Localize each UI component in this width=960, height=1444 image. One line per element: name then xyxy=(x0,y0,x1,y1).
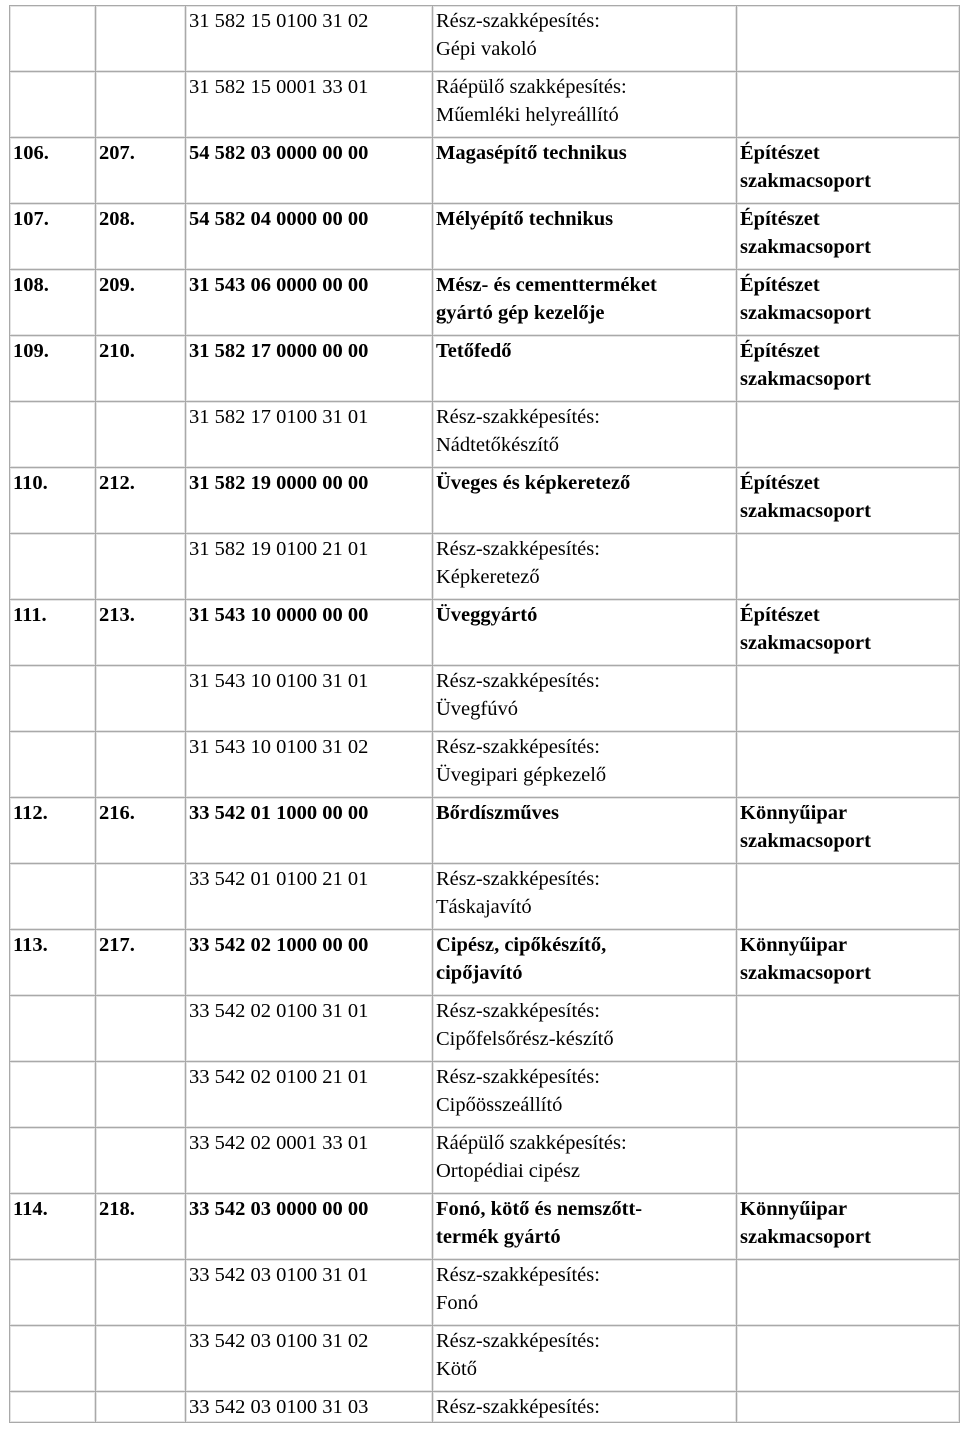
register-number-cell xyxy=(96,534,186,600)
qualification-name-cell: Mélyépítő technikus xyxy=(433,204,737,270)
professional-group-cell: Építészet szakmacsoport xyxy=(737,468,960,534)
register-number-cell: 217. xyxy=(96,930,186,996)
okj-code-cell: 33 542 03 0100 31 01 xyxy=(186,1260,433,1326)
sub-qualification-row xyxy=(10,1260,960,1326)
professional-group-cell xyxy=(737,1260,960,1326)
register-number-cell xyxy=(96,1062,186,1128)
okj-code-cell: 31 543 10 0100 31 02 xyxy=(186,732,433,798)
register-number-cell xyxy=(96,1260,186,1326)
sub-qualification-row xyxy=(10,6,960,72)
register-number-cell: 212. xyxy=(96,468,186,534)
register-number-cell: 207. xyxy=(96,138,186,204)
sub-qualification-row xyxy=(10,864,960,930)
okj-code-cell: 33 542 02 0100 21 01 xyxy=(186,1062,433,1128)
professional-group-cell xyxy=(737,666,960,732)
register-number-cell: 216. xyxy=(96,798,186,864)
sub-qualification-row xyxy=(10,1392,960,1423)
professional-group-cell xyxy=(737,72,960,138)
professional-group-cell: Könnyűipar szakmacsoport xyxy=(737,930,960,996)
register-number-cell xyxy=(96,1128,186,1194)
sub-qualification-row xyxy=(10,1062,960,1128)
professional-group-cell: Építészet szakmacsoport xyxy=(737,270,960,336)
row-number-cell: 109. xyxy=(10,336,96,402)
qualification-row xyxy=(10,600,960,666)
qualification-name-cell: Ráépülő szakképesítés: Ortopédiai cipész xyxy=(433,1128,737,1194)
okj-code-cell: 33 542 02 0001 33 01 xyxy=(186,1128,433,1194)
register-number-cell: 213. xyxy=(96,600,186,666)
qualification-name-cell: Fonó, kötő és nemszőtt- termék gyártó xyxy=(433,1194,737,1260)
sub-qualification-row xyxy=(10,1326,960,1392)
register-number-cell xyxy=(96,732,186,798)
row-number-cell xyxy=(10,1326,96,1392)
sub-qualification-row xyxy=(10,534,960,600)
professional-group-cell xyxy=(737,996,960,1062)
okj-code-cell: 33 542 03 0100 31 02 xyxy=(186,1326,433,1392)
row-number-cell xyxy=(10,402,96,468)
row-number-cell xyxy=(10,1392,96,1423)
row-number-cell: 111. xyxy=(10,600,96,666)
professional-group-cell: Építészet szakmacsoport xyxy=(737,204,960,270)
qualification-name-cell: Rész-szakképesítés: xyxy=(433,1392,737,1423)
okj-code-cell: 54 582 04 0000 00 00 xyxy=(186,204,433,270)
register-number-cell xyxy=(96,6,186,72)
sub-qualification-row xyxy=(10,1128,960,1194)
okj-code-cell: 31 582 17 0000 00 00 xyxy=(186,336,433,402)
row-number-cell: 108. xyxy=(10,270,96,336)
qualification-name-cell: Rész-szakképesítés: Üvegipari gépkezelő xyxy=(433,732,737,798)
row-number-cell xyxy=(10,996,96,1062)
qualification-name-cell: Magasépítő technikus xyxy=(433,138,737,204)
professional-group-cell: Könnyűipar szakmacsoport xyxy=(737,1194,960,1260)
professional-group-cell xyxy=(737,732,960,798)
qualification-name-cell: Rész-szakképesítés: Kötő xyxy=(433,1326,737,1392)
qualification-name-cell: Rész-szakképesítés: Gépi vakoló xyxy=(433,6,737,72)
row-number-cell: 113. xyxy=(10,930,96,996)
row-number-cell: 110. xyxy=(10,468,96,534)
okj-code-cell: 31 582 19 0100 21 01 xyxy=(186,534,433,600)
register-number-cell xyxy=(96,864,186,930)
qualification-name-cell: Rész-szakképesítés: Fonó xyxy=(433,1260,737,1326)
sub-qualification-row xyxy=(10,402,960,468)
qualification-row xyxy=(10,798,960,864)
okj-code-cell: 31 582 15 0001 33 01 xyxy=(186,72,433,138)
qualification-name-cell: Üveggyártó xyxy=(433,600,737,666)
row-number-cell: 114. xyxy=(10,1194,96,1260)
register-number-cell xyxy=(96,402,186,468)
register-number-cell: 208. xyxy=(96,204,186,270)
row-number-cell xyxy=(10,732,96,798)
row-number-cell xyxy=(10,666,96,732)
qualification-name-cell: Cipész, cipőkészítő, cipőjavító xyxy=(433,930,737,996)
qualification-name-cell: Tetőfedő xyxy=(433,336,737,402)
register-number-cell xyxy=(96,666,186,732)
professional-group-cell xyxy=(737,1392,960,1423)
okj-code-cell: 31 543 06 0000 00 00 xyxy=(186,270,433,336)
register-number-cell xyxy=(96,996,186,1062)
professional-group-cell xyxy=(737,864,960,930)
qualification-name-cell: Rész-szakképesítés: Táskajavító xyxy=(433,864,737,930)
okj-code-cell: 33 542 02 0100 31 01 xyxy=(186,996,433,1062)
okj-code-cell: 31 543 10 0000 00 00 xyxy=(186,600,433,666)
okj-code-cell: 33 542 03 0000 00 00 xyxy=(186,1194,433,1260)
sub-qualification-row xyxy=(10,666,960,732)
register-number-cell: 210. xyxy=(96,336,186,402)
row-number-cell xyxy=(10,6,96,72)
professional-group-cell xyxy=(737,6,960,72)
qualification-name-cell: Ráépülő szakképesítés: Műemléki helyreállító xyxy=(433,72,737,138)
professional-group-cell: Könnyűipar szakmacsoport xyxy=(737,798,960,864)
row-number-cell xyxy=(10,1062,96,1128)
register-number-cell: 218. xyxy=(96,1194,186,1260)
okj-code-cell: 31 543 10 0100 31 01 xyxy=(186,666,433,732)
row-number-cell: 106. xyxy=(10,138,96,204)
qualification-name-cell: Bőrdíszműves xyxy=(433,798,737,864)
qualification-row xyxy=(10,270,960,336)
row-number-cell xyxy=(10,1128,96,1194)
okj-code-cell: 31 582 15 0100 31 02 xyxy=(186,6,433,72)
qualification-name-cell: Üveges és képkeretező xyxy=(433,468,737,534)
sub-qualification-row xyxy=(10,732,960,798)
okj-code-cell: 31 582 19 0000 00 00 xyxy=(186,468,433,534)
register-number-cell: 209. xyxy=(96,270,186,336)
okj-code-cell: 33 542 02 1000 00 00 xyxy=(186,930,433,996)
qualification-row xyxy=(10,336,960,402)
okj-code-cell: 31 582 17 0100 31 01 xyxy=(186,402,433,468)
qualification-row xyxy=(10,1194,960,1260)
okj-code-cell: 33 542 01 0100 21 01 xyxy=(186,864,433,930)
qualification-row xyxy=(10,930,960,996)
okj-code-cell: 33 542 01 1000 00 00 xyxy=(186,798,433,864)
row-number-cell xyxy=(10,1260,96,1326)
sub-qualification-row xyxy=(10,996,960,1062)
qualification-row xyxy=(10,138,960,204)
professional-group-cell xyxy=(737,1062,960,1128)
professional-group-cell: Építészet szakmacsoport xyxy=(737,138,960,204)
qualification-name-cell: Rész-szakképesítés: Nádtetőkészítő xyxy=(433,402,737,468)
register-number-cell xyxy=(96,1326,186,1392)
sub-qualification-row xyxy=(10,72,960,138)
row-number-cell xyxy=(10,864,96,930)
table-body xyxy=(10,6,960,1423)
register-number-cell xyxy=(96,72,186,138)
row-number-cell xyxy=(10,72,96,138)
professional-group-cell xyxy=(737,534,960,600)
row-number-cell: 107. xyxy=(10,204,96,270)
qualification-row xyxy=(10,204,960,270)
qualification-name-cell: Rész-szakképesítés: Üvegfúvó xyxy=(433,666,737,732)
qualification-table xyxy=(9,5,960,1423)
okj-code-cell: 33 542 03 0100 31 03 xyxy=(186,1392,433,1423)
professional-group-cell xyxy=(737,1326,960,1392)
qualification-name-cell: Rész-szakképesítés: Képkeretező xyxy=(433,534,737,600)
register-number-cell xyxy=(96,1392,186,1423)
professional-group-cell xyxy=(737,1128,960,1194)
qualification-name-cell: Rész-szakképesítés: Cipőfelsőrész-készítő xyxy=(433,996,737,1062)
qualification-name-cell: Rész-szakképesítés: Cipőösszeállító xyxy=(433,1062,737,1128)
qualification-name-cell: Mész- és cementterméket gyártó gép kezelője xyxy=(433,270,737,336)
row-number-cell xyxy=(10,534,96,600)
professional-group-cell xyxy=(737,402,960,468)
professional-group-cell: Építészet szakmacsoport xyxy=(737,336,960,402)
row-number-cell: 112. xyxy=(10,798,96,864)
okj-code-cell: 54 582 03 0000 00 00 xyxy=(186,138,433,204)
qualification-row xyxy=(10,468,960,534)
professional-group-cell: Építészet szakmacsoport xyxy=(737,600,960,666)
